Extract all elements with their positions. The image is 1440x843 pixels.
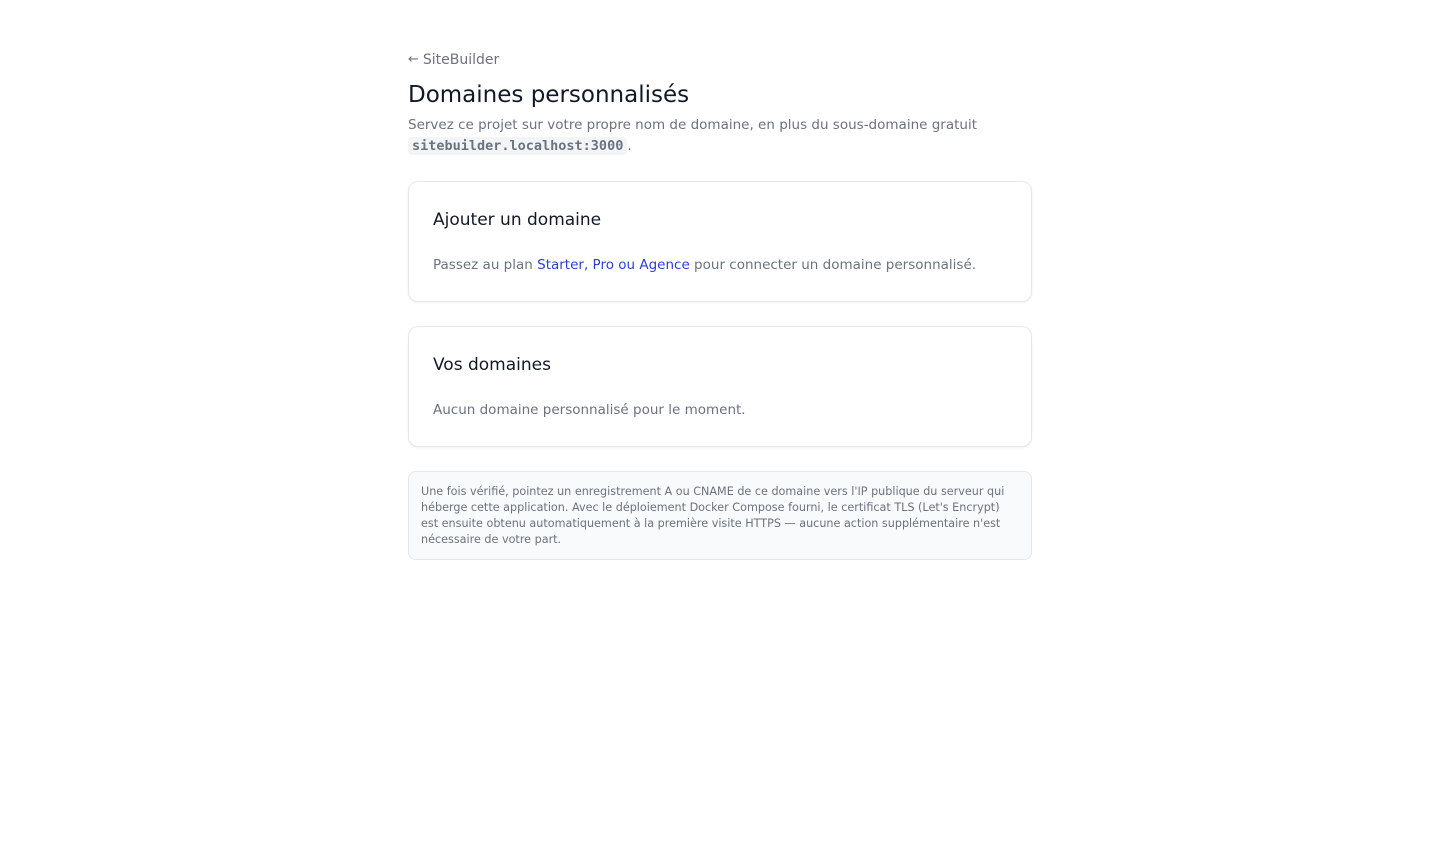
add-domain-card: [408, 181, 1032, 302]
upgrade-plan-link[interactable]: Starter, Pro ou Agence: [537, 257, 690, 273]
upgrade-message: [433, 254, 1007, 276]
no-domains-message: Aucun domaine personnalisé pour le moment.: [433, 402, 746, 418]
arrow-left-icon: ←: [408, 52, 419, 67]
back-to-project-link[interactable]: [408, 49, 499, 71]
domains-page: [408, 48, 1032, 560]
page-title: Domaines personnalisés: [408, 82, 690, 108]
dns-info-note: Une fois vérifié, pointez un enregistrement A ou CNAME de ce domaine vers l'IP publique du serveur qui héberge cette application. Avec le déploiement Docker Compose fourni, le certificat TLS (Let's Encrypt) est ensuite obtenu automatiquement à la première visite HTTPS — aucune action supplémentaire n'est nécessaire de votre part.: [408, 471, 1032, 560]
upgrade-text-before: Passez au plan: [433, 257, 538, 273]
your-domains-card: [408, 326, 1032, 447]
page-subtitle: [408, 115, 1032, 157]
subtitle-suffix: .: [627, 138, 632, 154]
free-subdomain-code: sitebuilder.localhost:3000: [408, 137, 627, 155]
your-domains-title: Vos domaines: [433, 355, 551, 375]
add-domain-title: Ajouter un domaine: [433, 210, 602, 230]
back-link-label: SiteBuilder: [422, 52, 500, 68]
subtitle-text: Servez ce projet sur votre propre nom de domaine, en plus du sous-domaine gratuit: [408, 117, 978, 133]
upgrade-text-after: pour connecter un domaine personnalisé.: [689, 257, 977, 273]
